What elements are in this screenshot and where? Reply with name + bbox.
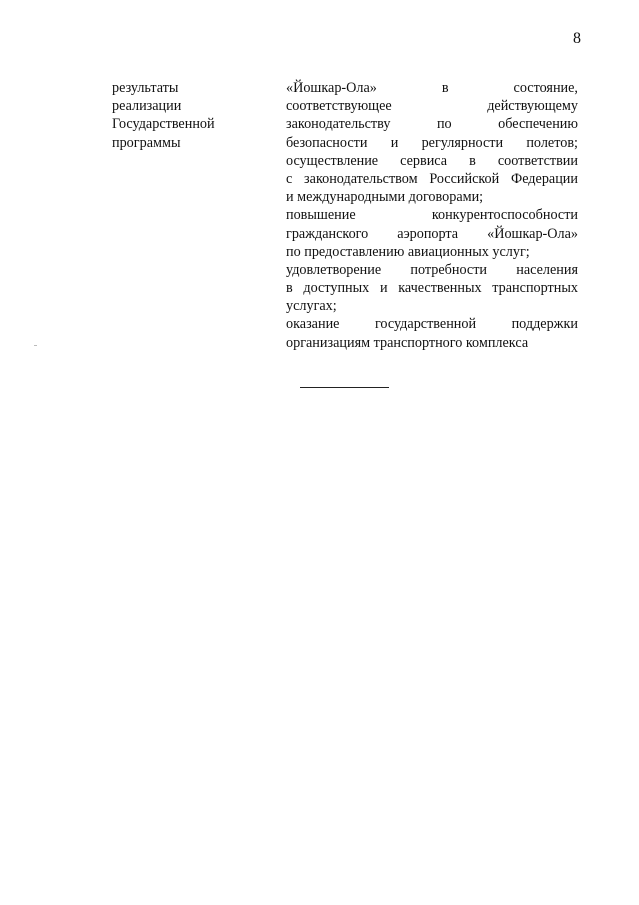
word: осуществление — [286, 152, 379, 169]
word: Федерации — [510, 170, 578, 187]
word: доступных — [303, 280, 370, 297]
page-number: 8 — [573, 30, 581, 47]
left-cell-line: реализации — [112, 98, 182, 115]
word: законодательству — [286, 116, 391, 133]
word: и — [379, 280, 388, 297]
word: по — [436, 116, 452, 133]
word: населения — [516, 261, 578, 278]
word: государственной — [374, 316, 477, 333]
word: соответствии — [497, 152, 578, 169]
end-of-text-rule — [300, 387, 389, 388]
word: «Йошкар-Ола» — [487, 225, 578, 242]
right-cell-line — [286, 206, 578, 224]
word: обеспечению — [498, 116, 578, 133]
word: состояние, — [513, 80, 578, 96]
right-cell-line — [286, 134, 578, 152]
right-cell-line — [286, 97, 578, 115]
word: потребности — [410, 261, 488, 278]
word: в — [441, 80, 449, 96]
word: повышение — [286, 207, 356, 224]
left-cell-line: программы — [112, 134, 181, 151]
word: законодательством — [304, 170, 418, 187]
scan-mark — [34, 345, 37, 346]
word: безопасности — [286, 134, 368, 151]
word: с — [286, 170, 293, 187]
word: соответствующее — [286, 98, 392, 115]
left-cell-line: Государственной — [112, 116, 215, 133]
word: регулярности — [421, 134, 504, 151]
right-cell-line — [286, 170, 578, 188]
table-left-cell — [112, 79, 252, 152]
word: гражданского — [286, 225, 369, 242]
word: и — [390, 134, 399, 151]
word: аэропорта — [397, 225, 459, 242]
word: сервиса — [400, 152, 448, 169]
word: действующему — [487, 98, 578, 115]
word: «Йошкар-Ола» — [286, 80, 377, 96]
left-cell-line: результаты — [112, 80, 179, 96]
right-cell-line — [286, 152, 578, 170]
word: полетов; — [526, 134, 578, 151]
word: транспортных — [492, 280, 578, 297]
right-cell-line — [286, 261, 578, 279]
right-cell-line — [286, 279, 578, 297]
word: в — [469, 152, 476, 169]
word: в — [286, 280, 293, 297]
right-cell-line: услугах; — [286, 298, 337, 315]
word: оказание — [286, 316, 340, 333]
table-right-cell — [286, 79, 578, 352]
right-cell-line — [286, 225, 578, 243]
right-cell-line — [286, 315, 578, 333]
right-cell-line: и международными договорами; — [286, 189, 484, 206]
word: Российской — [429, 170, 500, 187]
word: поддержки — [511, 316, 578, 333]
word: удовлетворение — [286, 261, 382, 278]
right-cell-line: организациям транспортного комплекса — [286, 334, 529, 351]
word: качественных — [398, 280, 482, 297]
word: конкурентоспособности — [431, 207, 578, 224]
right-cell-line — [286, 115, 578, 133]
right-cell-line: по предоставлению авиационных услуг; — [286, 243, 530, 260]
right-cell-line — [286, 79, 578, 97]
